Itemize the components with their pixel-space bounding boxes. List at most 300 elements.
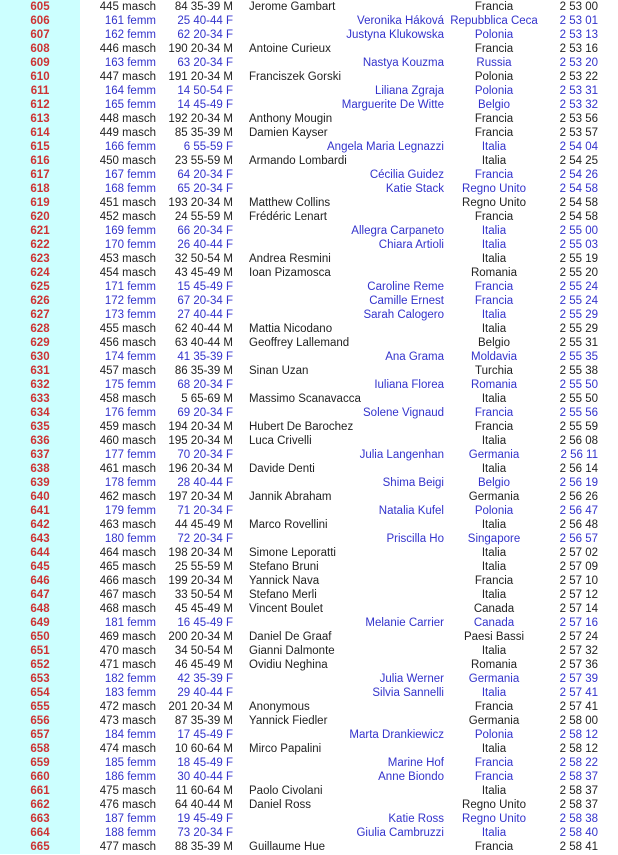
age-group-cell: 44 45-49 M: [174, 519, 233, 531]
table-row: [0, 0, 618, 14]
category-cell: 460 masch: [99, 435, 156, 447]
country-cell: Germania: [468, 491, 520, 503]
country-cell: Francia: [474, 771, 514, 783]
position-cell: 641: [0, 504, 80, 518]
position-cell: 619: [0, 196, 80, 210]
name-cell: Natalia Kufel: [378, 505, 444, 517]
position-cell: 662: [0, 798, 80, 812]
name-cell: Daniel Ross: [249, 799, 311, 811]
age-group-cell: 62 40-44 M: [174, 323, 233, 335]
category-cell: 166 femm: [104, 141, 156, 153]
name-cell: Marguerite De Witte: [341, 99, 444, 111]
position-cell: 638: [0, 462, 80, 476]
country-cell: Belgio: [478, 99, 510, 111]
position-cell: 621: [0, 224, 80, 238]
country-cell: Italia: [481, 435, 507, 447]
time-cell: 2 55 19: [559, 253, 598, 265]
time-cell: 2 54 58: [559, 211, 598, 223]
country-cell: Regno Unito: [462, 799, 526, 811]
position-cell: 657: [0, 728, 80, 742]
name-cell: Hubert De Barochez: [249, 421, 354, 433]
name-cell: Stefano Bruni: [249, 561, 319, 573]
name-cell: Jerome Gambart: [249, 1, 336, 13]
country-cell: Regno Unito: [462, 183, 526, 195]
country-cell: Belgio: [478, 477, 510, 489]
position-cell: 620: [0, 210, 80, 224]
name-cell: Katie Ross: [388, 813, 444, 825]
category-cell: 468 masch: [99, 603, 156, 615]
name-cell: Damien Kayser: [249, 127, 328, 139]
time-cell: 2 53 20: [559, 57, 598, 69]
position-cell: 617: [0, 168, 80, 182]
position-cell: 613: [0, 112, 80, 126]
position-cell: 661: [0, 784, 80, 798]
table-row: [0, 602, 618, 616]
time-cell: 2 55 35: [559, 351, 598, 363]
category-cell: 452 masch: [99, 211, 156, 223]
table-row: [0, 210, 618, 224]
table-row: [0, 308, 618, 322]
time-cell: 2 58 12: [559, 743, 598, 755]
country-cell: Polonia: [474, 85, 514, 97]
time-cell: 2 56 08: [559, 435, 598, 447]
position-cell: 645: [0, 560, 80, 574]
position-cell: 608: [0, 42, 80, 56]
age-group-cell: 34 50-54 M: [174, 645, 233, 657]
age-group-cell: 24 55-59 M: [174, 211, 233, 223]
country-cell: Francia: [474, 281, 514, 293]
age-group-cell: 5 65-69 M: [181, 393, 233, 405]
time-cell: 2 53 00: [559, 1, 598, 13]
table-row: [0, 378, 618, 392]
position-cell: 655: [0, 700, 80, 714]
table-row: [0, 294, 618, 308]
age-group-cell: 194 20-34 M: [168, 421, 233, 433]
name-cell: Yannick Fiedler: [249, 715, 328, 727]
age-group-cell: 26 40-44 F: [177, 239, 233, 251]
country-cell: Polonia: [474, 71, 514, 83]
category-cell: 473 masch: [99, 715, 156, 727]
time-cell: 2 57 36: [559, 659, 598, 671]
age-group-cell: 63 40-44 M: [174, 337, 233, 349]
age-group-cell: 191 20-34 M: [168, 71, 233, 83]
position-cell: 610: [0, 70, 80, 84]
category-cell: 167 femm: [104, 169, 156, 181]
table-row: [0, 630, 618, 644]
time-cell: 2 56 11: [560, 449, 598, 461]
table-row: [0, 644, 618, 658]
time-cell: 2 53 16: [559, 43, 598, 55]
name-cell: Sarah Calogero: [363, 309, 444, 321]
category-cell: 446 masch: [99, 43, 156, 55]
table-row: [0, 322, 618, 336]
category-cell: 445 masch: [99, 1, 156, 13]
name-cell: Mattia Nicodano: [249, 323, 333, 335]
position-cell: 618: [0, 182, 80, 196]
country-cell: Romania: [470, 267, 518, 279]
category-cell: 467 masch: [99, 589, 156, 601]
position-cell: 654: [0, 686, 80, 700]
name-cell: Anonymous: [249, 701, 310, 713]
age-group-cell: 71 20-34 F: [177, 505, 233, 517]
category-cell: 179 femm: [104, 505, 156, 517]
age-group-cell: 25 55-59 M: [174, 561, 233, 573]
position-cell: 642: [0, 518, 80, 532]
category-cell: 171 femm: [104, 281, 156, 293]
age-group-cell: 28 40-44 F: [177, 477, 233, 489]
table-row: [0, 574, 618, 588]
time-cell: 2 58 40: [559, 827, 598, 839]
name-cell: Silvia Sannelli: [372, 687, 444, 699]
category-cell: 466 masch: [99, 575, 156, 587]
name-cell: Katie Stack: [385, 183, 444, 195]
country-cell: Romania: [470, 659, 518, 671]
name-cell: Allegra Carpaneto: [351, 225, 444, 237]
country-cell: Italia: [481, 743, 507, 755]
country-cell: Polonia: [474, 29, 514, 41]
table-row: [0, 700, 618, 714]
country-cell: Francia: [474, 841, 514, 853]
name-cell: Veronika Háková: [357, 15, 444, 27]
category-cell: 465 masch: [99, 561, 156, 573]
position-cell: 605: [0, 0, 80, 14]
table-row: [0, 406, 618, 420]
time-cell: 2 55 24: [559, 281, 598, 293]
table-row: [0, 490, 618, 504]
name-cell: Solene Vignaud: [363, 407, 444, 419]
age-group-cell: 70 20-34 F: [177, 449, 233, 461]
position-cell: 622: [0, 238, 80, 252]
category-cell: 472 masch: [99, 701, 156, 713]
position-cell: 664: [0, 826, 80, 840]
time-cell: 2 57 14: [559, 603, 598, 615]
age-group-cell: 43 45-49 M: [174, 267, 233, 279]
age-group-cell: 41 35-39 F: [177, 351, 233, 363]
name-cell: Armando Lombardi: [249, 155, 347, 167]
position-cell: 626: [0, 294, 80, 308]
name-cell: Julia Langenhan: [359, 449, 444, 461]
age-group-cell: 63 20-34 F: [177, 57, 233, 69]
age-group-cell: 68 20-34 F: [177, 379, 233, 391]
age-group-cell: 14 45-49 F: [177, 99, 233, 111]
table-row: [0, 112, 618, 126]
table-row: [0, 14, 618, 28]
category-cell: 475 masch: [99, 785, 156, 797]
position-cell: 612: [0, 98, 80, 112]
category-cell: 477 masch: [99, 841, 156, 853]
category-cell: 183 femm: [104, 687, 156, 699]
time-cell: 2 57 12: [559, 589, 598, 601]
age-group-cell: 19 45-49 F: [177, 813, 233, 825]
age-group-cell: 197 20-34 M: [168, 491, 233, 503]
category-cell: 176 femm: [104, 407, 156, 419]
table-row: [0, 504, 618, 518]
country-cell: Belgio: [478, 337, 510, 349]
category-cell: 173 femm: [104, 309, 156, 321]
position-cell: 625: [0, 280, 80, 294]
table-row: [0, 168, 618, 182]
time-cell: 2 55 24: [559, 295, 598, 307]
country-cell: Turchia: [475, 365, 513, 377]
name-cell: Antoine Curieux: [249, 43, 331, 55]
country-cell: Italia: [481, 239, 507, 251]
age-group-cell: 85 35-39 M: [174, 127, 233, 139]
country-cell: Germania: [468, 715, 520, 727]
time-cell: 2 55 50: [559, 379, 598, 391]
country-cell: Italia: [481, 225, 507, 237]
country-cell: Francia: [474, 407, 514, 419]
position-cell: 640: [0, 490, 80, 504]
category-cell: 461 masch: [99, 463, 156, 475]
table-row: [0, 770, 618, 784]
category-cell: 464 masch: [99, 547, 156, 559]
category-cell: 182 femm: [104, 673, 156, 685]
age-group-cell: 67 20-34 F: [177, 295, 233, 307]
table-row: [0, 560, 618, 574]
name-cell: Luca Crivelli: [249, 435, 312, 447]
position-cell: 652: [0, 658, 80, 672]
name-cell: Davide Denti: [249, 463, 315, 475]
category-cell: 170 femm: [104, 239, 156, 251]
table-row: [0, 546, 618, 560]
time-cell: 2 56 48: [559, 519, 598, 531]
name-cell: Matthew Collins: [249, 197, 331, 209]
position-cell: 658: [0, 742, 80, 756]
position-cell: 627: [0, 308, 80, 322]
table-row: [0, 658, 618, 672]
time-cell: 2 58 12: [559, 729, 598, 741]
time-cell: 2 55 20: [559, 267, 598, 279]
table-row: [0, 42, 618, 56]
table-row: [0, 826, 618, 840]
category-cell: 161 femm: [104, 15, 156, 27]
name-cell: Massimo Scanavacca: [249, 393, 361, 405]
name-cell: Franciszek Gorski: [249, 71, 342, 83]
country-cell: Regno Unito: [462, 813, 526, 825]
name-cell: Shima Beigi: [382, 477, 444, 489]
category-cell: 462 masch: [99, 491, 156, 503]
name-cell: Angela Maria Legnazzi: [327, 141, 444, 153]
name-cell: Geoffrey Lallemand: [249, 337, 350, 349]
name-cell: Marine Hof: [387, 757, 444, 769]
table-row: [0, 420, 618, 434]
name-cell: Yannick Nava: [249, 575, 320, 587]
time-cell: 2 57 10: [559, 575, 598, 587]
position-cell: 651: [0, 644, 80, 658]
country-cell: Romania: [470, 379, 518, 391]
table-row: [0, 784, 618, 798]
position-cell: 650: [0, 630, 80, 644]
table-row: [0, 672, 618, 686]
time-cell: 2 53 32: [559, 99, 598, 111]
country-cell: Italia: [481, 463, 507, 475]
category-cell: 457 masch: [99, 365, 156, 377]
category-cell: 164 femm: [104, 85, 156, 97]
position-cell: 665: [0, 840, 80, 854]
time-cell: 2 56 26: [559, 491, 598, 503]
time-cell: 2 54 04: [559, 141, 598, 153]
category-cell: 448 masch: [99, 113, 156, 125]
category-cell: 187 femm: [104, 813, 156, 825]
country-cell: Italia: [481, 393, 507, 405]
table-row: [0, 336, 618, 350]
time-cell: 2 56 19: [559, 477, 598, 489]
time-cell: 2 58 41: [559, 841, 598, 853]
name-cell: Priscilla Ho: [386, 533, 444, 545]
age-group-cell: 201 20-34 M: [168, 701, 233, 713]
name-cell: Camille Ernest: [369, 295, 444, 307]
time-cell: 2 58 00: [559, 715, 598, 727]
time-cell: 2 57 09: [559, 561, 598, 573]
time-cell: 2 53 31: [559, 85, 598, 97]
time-cell: 2 58 38: [559, 813, 598, 825]
name-cell: Vincent Boulet: [249, 603, 323, 615]
table-row: [0, 182, 618, 196]
country-cell: Francia: [474, 295, 514, 307]
table-row: [0, 140, 618, 154]
position-cell: 628: [0, 322, 80, 336]
name-cell: Simone Leporatti: [249, 547, 336, 559]
time-cell: 2 56 14: [559, 463, 598, 475]
table-row: [0, 462, 618, 476]
category-cell: 180 femm: [104, 533, 156, 545]
age-group-cell: 72 20-34 F: [177, 533, 233, 545]
country-cell: Francia: [474, 1, 514, 13]
position-cell: 615: [0, 140, 80, 154]
name-cell: Guillaume Hue: [249, 841, 326, 853]
time-cell: 2 58 37: [559, 799, 598, 811]
age-group-cell: 69 20-34 F: [177, 407, 233, 419]
age-group-cell: 33 50-54 M: [174, 589, 233, 601]
position-cell: 663: [0, 812, 80, 826]
age-group-cell: 64 40-44 M: [174, 799, 233, 811]
table-row: [0, 588, 618, 602]
country-cell: Francia: [474, 757, 514, 769]
table-row: [0, 364, 618, 378]
age-group-cell: 11 60-64 M: [175, 785, 233, 797]
name-cell: Justyna Klukowska: [346, 29, 444, 41]
category-cell: 474 masch: [99, 743, 156, 755]
time-cell: 2 55 59: [559, 421, 598, 433]
age-group-cell: 30 40-44 F: [177, 771, 233, 783]
table-row: [0, 812, 618, 826]
category-cell: 188 femm: [104, 827, 156, 839]
category-cell: 450 masch: [99, 155, 156, 167]
category-cell: 458 masch: [99, 393, 156, 405]
country-cell: Francia: [474, 421, 514, 433]
country-cell: Polonia: [474, 505, 514, 517]
time-cell: 2 54 25: [559, 155, 598, 167]
position-cell: 624: [0, 266, 80, 280]
time-cell: 2 55 03: [559, 239, 598, 251]
name-cell: Ovidiu Neghina: [249, 659, 328, 671]
position-cell: 606: [0, 14, 80, 28]
category-cell: 184 femm: [104, 729, 156, 741]
category-cell: 177 femm: [104, 449, 156, 461]
age-group-cell: 14 50-54 F: [177, 85, 233, 97]
name-cell: Liliana Zgraja: [374, 85, 444, 97]
country-cell: Italia: [481, 547, 507, 559]
country-cell: Francia: [474, 211, 514, 223]
category-cell: 463 masch: [99, 519, 156, 531]
name-cell: Paolo Civolani: [249, 785, 323, 797]
country-cell: Italia: [481, 645, 507, 657]
age-group-cell: 16 45-49 F: [177, 617, 233, 629]
country-cell: Singapore: [467, 533, 521, 545]
name-cell: Gianni Dalmonte: [249, 645, 335, 657]
age-group-cell: 86 35-39 M: [174, 365, 233, 377]
country-cell: Francia: [474, 701, 514, 713]
name-cell: Ioan Pizamosca: [249, 267, 331, 279]
table-row: [0, 840, 618, 854]
position-cell: 653: [0, 672, 80, 686]
table-row: [0, 756, 618, 770]
country-cell: Italia: [481, 141, 507, 153]
category-cell: 162 femm: [104, 29, 156, 41]
name-cell: Marco Rovellini: [249, 519, 328, 531]
time-cell: 2 55 29: [559, 309, 598, 321]
country-cell: Italia: [481, 589, 507, 601]
category-cell: 451 masch: [99, 197, 156, 209]
time-cell: 2 53 56: [559, 113, 598, 125]
age-group-cell: 195 20-34 M: [168, 435, 233, 447]
position-cell: 639: [0, 476, 80, 490]
age-group-cell: 45 45-49 M: [174, 603, 233, 615]
age-group-cell: 199 20-34 M: [168, 575, 233, 587]
category-cell: 185 femm: [104, 757, 156, 769]
age-group-cell: 73 20-34 F: [177, 827, 233, 839]
country-cell: Francia: [474, 127, 514, 139]
country-cell: Italia: [481, 827, 507, 839]
category-cell: 165 femm: [104, 99, 156, 111]
time-cell: 2 56 57: [559, 533, 598, 545]
category-cell: 459 masch: [99, 421, 156, 433]
time-cell: 2 55 38: [559, 365, 598, 377]
category-cell: 449 masch: [99, 127, 156, 139]
table-row: [0, 616, 618, 630]
age-group-cell: 10 60-64 M: [174, 743, 233, 755]
age-group-cell: 62 20-34 F: [177, 29, 233, 41]
time-cell: 2 54 58: [559, 197, 598, 209]
age-group-cell: 27 40-44 F: [177, 309, 233, 321]
table-row: [0, 196, 618, 210]
name-cell: Frédéric Lenart: [249, 211, 327, 223]
category-cell: 454 masch: [99, 267, 156, 279]
name-cell: Cécilia Guidez: [369, 169, 444, 181]
name-cell: Chiara Artioli: [378, 239, 444, 251]
age-group-cell: 15 45-49 F: [177, 281, 233, 293]
age-group-cell: 29 40-44 F: [177, 687, 233, 699]
table-row: [0, 798, 618, 812]
category-cell: 471 masch: [99, 659, 156, 671]
age-group-cell: 25 40-44 F: [177, 15, 233, 27]
age-group-cell: 42 35-39 F: [177, 673, 233, 685]
table-row: [0, 56, 618, 70]
name-cell: Daniel De Graaf: [249, 631, 332, 643]
table-row: [0, 280, 618, 294]
position-cell: 649: [0, 616, 80, 630]
category-cell: 163 femm: [104, 57, 156, 69]
table-row: [0, 518, 618, 532]
age-group-cell: 17 45-49 F: [177, 729, 233, 741]
table-row: [0, 742, 618, 756]
country-cell: Polonia: [474, 729, 514, 741]
country-cell: Paesi Bassi: [463, 631, 525, 643]
category-cell: 178 femm: [104, 477, 156, 489]
age-group-cell: 6 55-59 F: [183, 141, 233, 153]
table-row: [0, 266, 618, 280]
time-cell: 2 58 37: [559, 785, 598, 797]
